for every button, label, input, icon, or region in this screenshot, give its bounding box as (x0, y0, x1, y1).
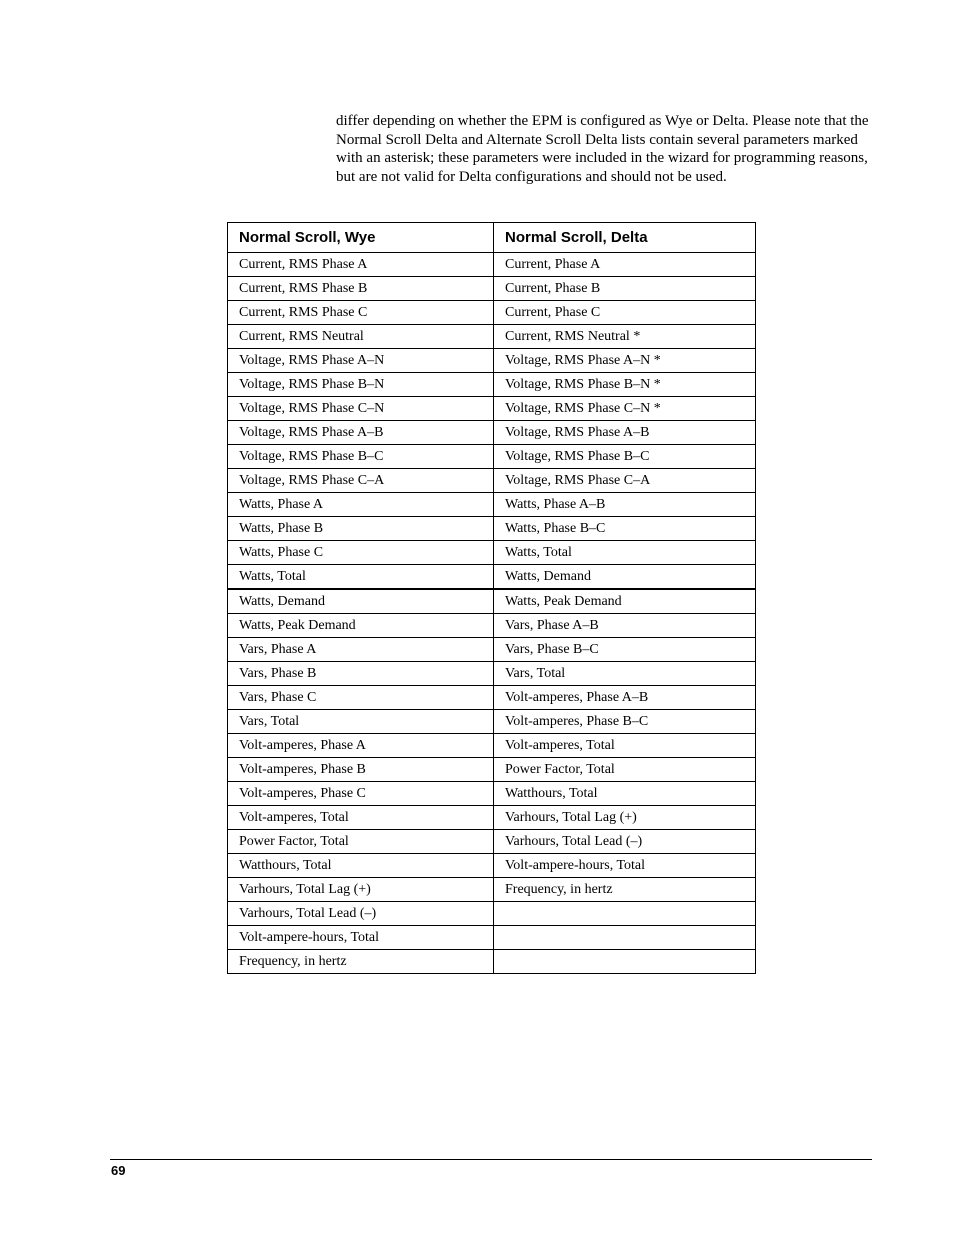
wye-cell: Varhours, Total Lag (+) (228, 878, 494, 902)
wye-cell: Voltage, RMS Phase C–A (228, 469, 494, 493)
table-row (228, 253, 756, 277)
intro-paragraph: differ depending on whether the EPM is configured as Wye or Delta. Please note that the Normal Scroll Delta and Alternate Scroll Delta lists contain several parameters marked with an asterisk; these parameters were included in the wizard for programming reasons, but are not valid for Delta configurations and should not be used. (336, 113, 869, 185)
table-row (228, 638, 756, 662)
delta-cell (494, 950, 756, 974)
table-row (228, 854, 756, 878)
table-row (228, 541, 756, 565)
delta-cell: Watthours, Total (494, 782, 756, 806)
wye-cell: Watthours, Total (228, 854, 494, 878)
table-row (228, 445, 756, 469)
delta-cell: Voltage, RMS Phase C–A (494, 469, 756, 493)
table-row (228, 782, 756, 806)
delta-cell: Voltage, RMS Phase A–B (494, 421, 756, 445)
delta-cell: Watts, Phase A–B (494, 493, 756, 517)
table-row (228, 758, 756, 782)
table-header-row (228, 223, 756, 253)
delta-cell: Vars, Phase B–C (494, 638, 756, 662)
table-row (228, 830, 756, 854)
wye-cell: Voltage, RMS Phase A–N (228, 349, 494, 373)
delta-cell (494, 926, 756, 950)
table-row (228, 469, 756, 493)
wye-cell: Watts, Phase C (228, 541, 494, 565)
delta-cell: Watts, Peak Demand (494, 589, 756, 614)
wye-cell: Watts, Phase A (228, 493, 494, 517)
delta-cell: Voltage, RMS Phase B–N * (494, 373, 756, 397)
table-row (228, 614, 756, 638)
wye-cell: Volt-amperes, Phase B (228, 758, 494, 782)
delta-cell: Vars, Phase A–B (494, 614, 756, 638)
delta-cell: Varhours, Total Lead (–) (494, 830, 756, 854)
wye-cell: Current, RMS Phase A (228, 253, 494, 277)
delta-cell: Voltage, RMS Phase C–N * (494, 397, 756, 421)
delta-cell: Vars, Total (494, 662, 756, 686)
normal-scroll-parameters-table (227, 222, 756, 974)
table-row (228, 349, 756, 373)
wye-cell: Volt-ampere-hours, Total (228, 926, 494, 950)
wye-cell: Vars, Total (228, 710, 494, 734)
table-row (228, 397, 756, 421)
delta-cell: Volt-ampere-hours, Total (494, 854, 756, 878)
delta-cell: Current, Phase A (494, 253, 756, 277)
column-header-delta: Normal Scroll, Delta (494, 223, 756, 253)
delta-cell: Watts, Total (494, 541, 756, 565)
delta-cell: Volt-amperes, Total (494, 734, 756, 758)
wye-cell: Voltage, RMS Phase B–N (228, 373, 494, 397)
wye-cell: Watts, Phase B (228, 517, 494, 541)
table-row (228, 421, 756, 445)
wye-cell: Power Factor, Total (228, 830, 494, 854)
wye-cell: Watts, Demand (228, 589, 494, 614)
delta-cell: Voltage, RMS Phase B–C (494, 445, 756, 469)
wye-cell: Volt-amperes, Total (228, 806, 494, 830)
table-row (228, 325, 756, 349)
wye-cell: Current, RMS Phase C (228, 301, 494, 325)
table-row (228, 926, 756, 950)
wye-cell: Current, RMS Neutral (228, 325, 494, 349)
page-number: 69 (111, 1163, 126, 1178)
wye-cell: Volt-amperes, Phase C (228, 782, 494, 806)
footer-divider (110, 1159, 872, 1160)
delta-cell: Volt-amperes, Phase A–B (494, 686, 756, 710)
delta-cell: Watts, Phase B–C (494, 517, 756, 541)
table-row (228, 686, 756, 710)
wye-cell: Voltage, RMS Phase A–B (228, 421, 494, 445)
delta-cell (494, 902, 756, 926)
column-header-wye: Normal Scroll, Wye (228, 223, 494, 253)
table-row (228, 710, 756, 734)
wye-cell: Vars, Phase B (228, 662, 494, 686)
wye-cell: Vars, Phase C (228, 686, 494, 710)
delta-cell: Current, Phase C (494, 301, 756, 325)
table-row (228, 301, 756, 325)
table-row (228, 878, 756, 902)
table-row (228, 662, 756, 686)
wye-cell: Watts, Peak Demand (228, 614, 494, 638)
table-row (228, 806, 756, 830)
table-row (228, 589, 756, 614)
wye-cell: Watts, Total (228, 565, 494, 590)
wye-cell: Current, RMS Phase B (228, 277, 494, 301)
delta-cell: Voltage, RMS Phase A–N * (494, 349, 756, 373)
wye-cell: Frequency, in hertz (228, 950, 494, 974)
wye-cell: Varhours, Total Lead (–) (228, 902, 494, 926)
table-row (228, 734, 756, 758)
delta-cell: Current, Phase B (494, 277, 756, 301)
delta-cell: Current, RMS Neutral * (494, 325, 756, 349)
table-row (228, 950, 756, 974)
delta-cell: Watts, Demand (494, 565, 756, 590)
wye-cell: Voltage, RMS Phase B–C (228, 445, 494, 469)
table-row (228, 373, 756, 397)
wye-cell: Volt-amperes, Phase A (228, 734, 494, 758)
table-row (228, 277, 756, 301)
table-row (228, 493, 756, 517)
wye-cell: Vars, Phase A (228, 638, 494, 662)
delta-cell: Frequency, in hertz (494, 878, 756, 902)
table-row (228, 517, 756, 541)
delta-cell: Power Factor, Total (494, 758, 756, 782)
delta-cell: Varhours, Total Lag (+) (494, 806, 756, 830)
table-row (228, 902, 756, 926)
wye-cell: Voltage, RMS Phase C–N (228, 397, 494, 421)
delta-cell: Volt-amperes, Phase B–C (494, 710, 756, 734)
table-row (228, 565, 756, 590)
